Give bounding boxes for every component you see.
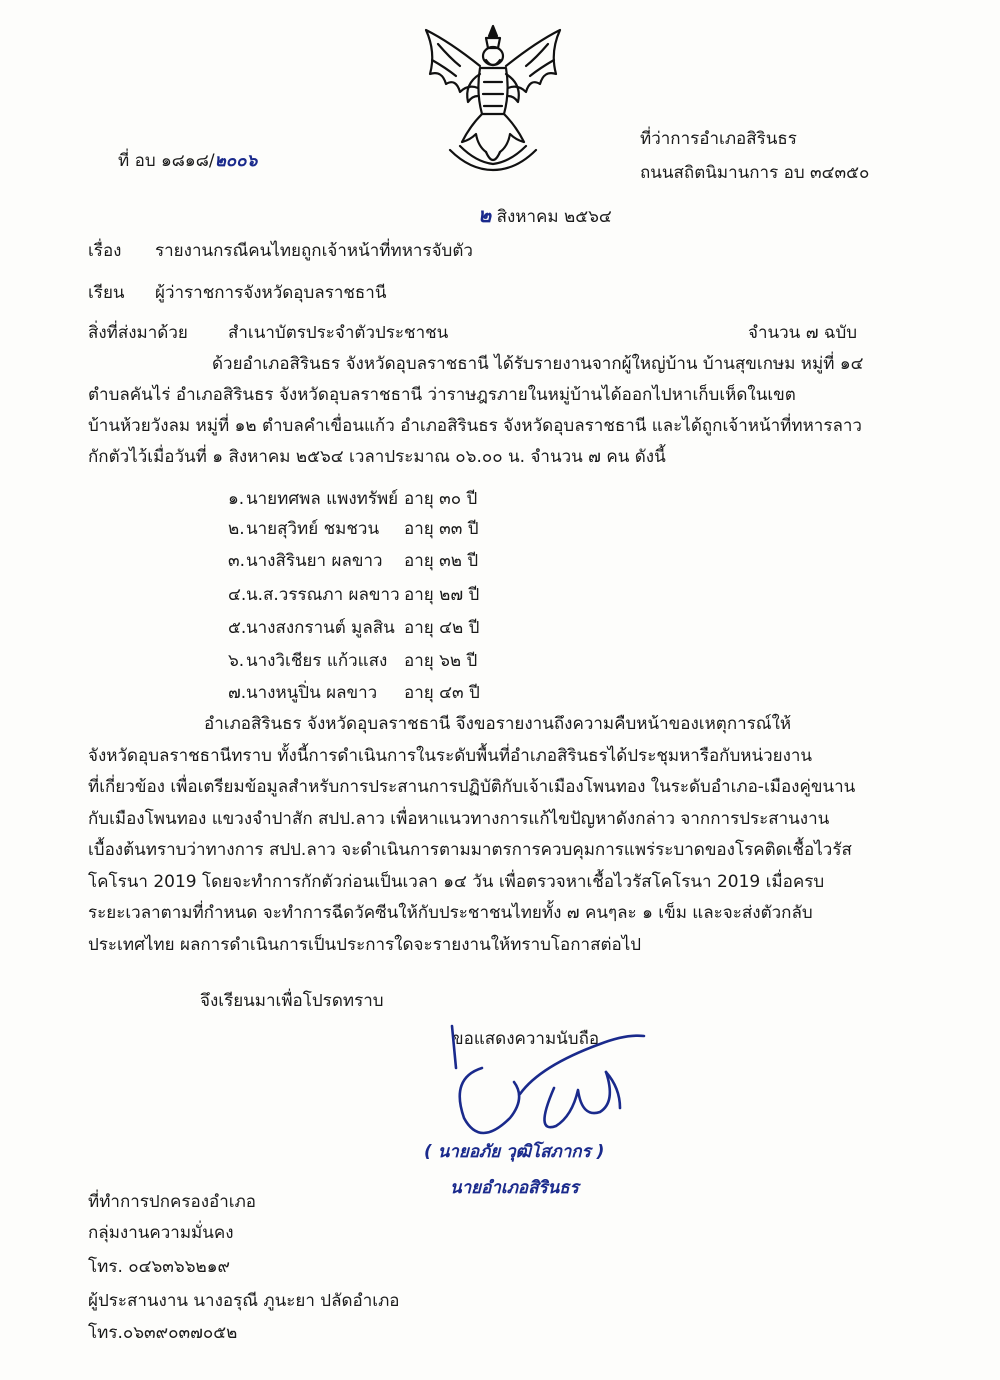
- office-name: ที่ว่าการอำเภอสิรินธร: [640, 129, 797, 149]
- paragraph-line: ประเทศไทย ผลการดำเนินการเป็นประการใดจะรายงานให้ทราบโอกาสต่อไป: [88, 934, 642, 955]
- person-age: อายุ ๓๒ ปี: [404, 551, 479, 571]
- person-name: นางสิรินยา ผลขาว: [246, 551, 383, 571]
- paragraph-line: โคโรนา 2019 โดยจะทำการกักตัวก่อนเป็นเวลา ๑๔ วัน เพื่อตรวจหาเชื้อไวรัสโคโรนา 2019 เมื่อครบ: [88, 871, 825, 892]
- person-name: นายทศพล แพงทรัพย์: [246, 489, 399, 509]
- signer-title: นายอำเภอสิรินธร: [450, 1178, 579, 1198]
- reference-number: [118, 150, 257, 172]
- person-name: นายสุวิทย์ ชมชวน: [246, 519, 380, 539]
- signer-name: ( นายอภัย วุฒิโสภากร ): [424, 1142, 605, 1162]
- person-age: อายุ ๖๒ ปี: [404, 651, 478, 671]
- office-address: ถนนสถิตนิมานการ อบ ๓๔๓๕๐: [640, 163, 870, 183]
- paragraph-line: อำเภอสิรินธร จังหวัดอุบลราชธานี จึงขอรายงานถึงความคืบหน้าของเหตุการณ์ให้: [204, 714, 792, 734]
- paragraph-line: บ้านห้วยวังลม หมู่ที่ ๑๒ ตำบลคำเขื่อนแก้ว อำเภอสิรินธร จังหวัดอุบลราชธานี และได้ถูกเจ้าหน้าที่ทหารลาว: [88, 416, 862, 436]
- reference-prefix: ที่ อบ ๑๘๑๘/: [118, 151, 215, 171]
- paragraph-line: ตำบลคันไร่ อำเภอสิรินธร จังหวัดอุบลราชธานี ว่าราษฎรภายในหมู่บ้านได้ออกไปหาเก็บเห็ดในเขต: [88, 385, 796, 405]
- date-month-year: สิงหาคม ๒๕๖๔: [496, 207, 612, 227]
- person-name: นางสงกรานต์ มูลสิน: [246, 618, 395, 638]
- paragraph-line: ที่เกี่ยวข้อง เพื่อเตรียมข้อมูลสำหรับการประสานการปฏิบัติกับเจ้าเมืองโพนทอง ในระดับอำเภอ-เมืองคู่ขนาน: [88, 777, 856, 797]
- enclosure-text: สำเนาบัตรประจำตัวประชาชน: [228, 323, 449, 343]
- closing-line: จึงเรียนมาเพื่อโปรดทราบ: [200, 991, 384, 1011]
- item-number: ๑.: [228, 489, 245, 509]
- footer-phone-2: โทร.๐๖๓๙๐๓๗๐๕๒: [88, 1323, 238, 1343]
- list-item: [0, 617, 600, 641]
- footer-line: ที่ทำการปกครองอำเภอ: [88, 1192, 257, 1212]
- paragraph-line: จังหวัดอุบลราชธานีทราบ ทั้งนี้การดำเนินการในระดับพื้นที่อำเภอสิรินธรได้ประชุมหารือกับหน่วยงาน: [88, 745, 813, 766]
- person-age: อายุ ๓๓ ปี: [404, 519, 479, 539]
- list-item: [0, 650, 600, 674]
- paragraph-line: กับเมืองโพนทอง แขวงจำปาสัก สปป.ลาว เพื่อหาแนวทางการแก้ไขปัญหาดังกล่าว จากการประสานงาน: [88, 808, 830, 829]
- person-age: อายุ ๔๓ ปี: [404, 683, 480, 703]
- date-day-handwritten: ๒: [478, 203, 492, 227]
- recipient-text: ผู้ว่าราชการจังหวัดอุบลราชธานี: [155, 283, 387, 303]
- item-number: ๓.: [228, 551, 246, 571]
- footer-line: กลุ่มงานความมั่นคง: [88, 1223, 234, 1243]
- regards-line: ขอแสดงความนับถือ: [452, 1029, 600, 1049]
- footer-phone: โทร. ๐๔๖๓๖๖๒๑๙: [88, 1257, 230, 1277]
- garuda-emblem-icon: [420, 22, 566, 172]
- item-number: ๕.: [228, 618, 247, 638]
- list-item: [0, 488, 600, 512]
- footer-coordinator: ผู้ประสานงาน นางอรุณี ภูนะยา ปลัดอำเภอ: [88, 1291, 400, 1311]
- subject-label: เรื่อง: [88, 241, 122, 261]
- enclosure-count: จำนวน ๗ ฉบับ: [748, 323, 858, 343]
- person-name: น.ส.วรรณภา ผลขาว: [246, 585, 400, 605]
- item-number: ๔.: [228, 585, 247, 605]
- reference-handwritten: ๒๐๐๖: [214, 151, 258, 171]
- letter-date: [478, 204, 612, 228]
- paragraph-line: ด้วยอำเภอสิรินธร จังหวัดอุบลราชธานี ได้รับรายงานจากผู้ใหญ่บ้าน บ้านสุขเกษม หมู่ที่ ๑๔: [212, 354, 864, 374]
- paragraph-line: ระยะเวลาตามที่กำหนด จะทำการฉีดวัคซีนให้กับประชาชนไทยทั้ง ๗ คนๆละ ๑ เข็ม และจะส่งตัวกลับ: [88, 903, 813, 923]
- enclosure-label: สิ่งที่ส่งมาด้วย: [88, 323, 188, 343]
- person-name: นางวิเชียร แก้วแสง: [246, 651, 388, 671]
- recipient-label: เรียน: [88, 283, 125, 303]
- paragraph-line: เบื้องต้นทราบว่าทางการ สปป.ลาว จะดำเนินการตามมาตรการควบคุมการแพร่ระบาดของโรคติดเชื้อไวรัส: [88, 840, 852, 860]
- list-item: [0, 682, 600, 706]
- subject-text: รายงานกรณีคนไทยถูกเจ้าหน้าที่ทหารจับตัว: [155, 241, 473, 261]
- list-item: [0, 584, 600, 608]
- list-item: [0, 518, 600, 542]
- paragraph-report: [88, 349, 924, 473]
- person-age: อายุ ๓๐ ปี: [404, 489, 478, 509]
- item-number: ๗.: [228, 683, 247, 703]
- item-number: ๒.: [228, 519, 245, 539]
- paragraph-line: กักตัวไว้เมื่อวันที่ ๑ สิงหาคม ๒๕๖๔ เวลาประมาณ ๐๖.๐๐ น. จำนวน ๗ คน ดังนี้: [88, 447, 666, 467]
- paragraph-progress: [88, 709, 924, 961]
- item-number: ๖.: [228, 651, 245, 671]
- person-age: อายุ ๒๗ ปี: [404, 585, 480, 605]
- list-item: [0, 550, 600, 574]
- person-age: อายุ ๔๒ ปี: [404, 618, 480, 638]
- person-name: นางหนูปิ่น ผลขาว: [246, 683, 378, 703]
